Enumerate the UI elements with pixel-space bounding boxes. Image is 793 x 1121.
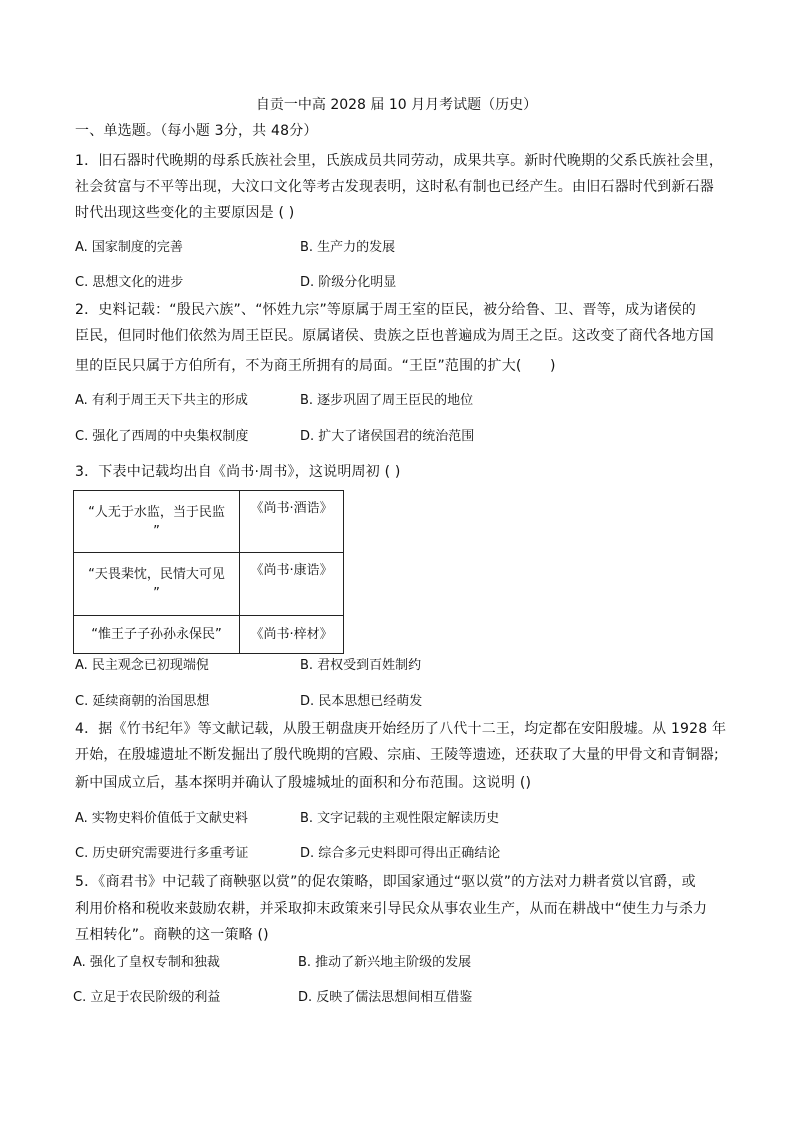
question-1-line-2: 社会贫富与不平等出现，大汶口文化等考古发现表明，这时私有制也已经产生。由旧石器时代到新石器 xyxy=(75,179,714,195)
quote-text: “人无于水监，当于民监 xyxy=(88,504,225,520)
question-2-option-c: C. 强化了西周的中央集权制度 xyxy=(75,429,249,444)
question-3-option-a: A. 民主观念已初现端倪 xyxy=(75,658,209,673)
question-4-option-b: B. 文字记载的主观性限定解读历史 xyxy=(300,811,500,826)
quote-closing-mark: ” xyxy=(153,523,160,539)
question-2-option-b: B. 逐步巩固了周王臣民的地位 xyxy=(300,393,474,408)
question-1-option-c: C. 思想文化的进步 xyxy=(75,275,184,290)
question-3-option-c: C. 延续商朝的治国思想 xyxy=(75,694,210,709)
question-5-option-a: A. 强化了皇权专制和独裁 xyxy=(73,955,220,970)
question-3-line-1: 3．下表中记载均出自《尚书·周书》，这说明周初 ( ) xyxy=(75,464,401,480)
quote-closing-mark: ” xyxy=(153,586,160,601)
table-row xyxy=(74,616,344,654)
question-4-line-3: 新中国成立后，基本探明并确认了殷墟城址的面积和分布范围。这说明 () xyxy=(75,775,532,791)
question-5-line-3: 互相转化”。商鞅的这一策略 () xyxy=(75,927,269,943)
question-2-line-3: 里的臣民只属于方伯所有，不为商王所拥有的局面。“王臣”范围的扩大( ) xyxy=(75,358,556,374)
source-cell: 《尚书·梓材》 xyxy=(240,616,344,654)
quote-text: “惟王子子孙孙永保民” xyxy=(91,627,222,642)
question-2-option-a: A. 有利于周王天下共主的形成 xyxy=(75,393,248,408)
question-4-option-d: D. 综合多元史料即可得出正确结论 xyxy=(300,846,501,861)
question-2-line-1: 2．史料记载：“殷民六族”、“怀姓九宗”等原属于周王室的臣民，被分给鲁、卫、晋等，成为诸侯的 xyxy=(75,302,697,318)
question-1-option-a: A. 国家制度的完善 xyxy=(75,240,183,255)
source-cell: 《尚书·酒诰》 xyxy=(240,491,344,553)
table-row xyxy=(74,491,344,553)
table-row xyxy=(74,553,344,616)
source-cell: 《尚书·康诰》 xyxy=(240,553,344,616)
quote-text: “天畏棐忱，民情大可见 xyxy=(88,567,225,582)
question-4-line-2: 开始，在殷墟遗址不断发掘出了殷代晚期的宫殿、宗庙、王陵等遗迹，还获取了大量的甲骨文和青铜器; xyxy=(75,747,719,763)
question-4-line-1: 4．据《竹书纪年》等文献记载，从殷王朝盘庚开始经历了八代十二王，均定都在安阳殷墟。从 1928 年 xyxy=(75,721,727,737)
question-4-option-a: A. 实物史料价值低于文献史料 xyxy=(75,811,248,826)
source-table xyxy=(73,490,344,654)
question-1-option-b: B. 生产力的发展 xyxy=(300,240,396,255)
question-1-line-3: 时代出现这些变化的主要原因是 ( ) xyxy=(75,205,295,221)
question-5-option-d: D. 反映了儒法思想间相互借鉴 xyxy=(298,990,473,1005)
quote-cell xyxy=(74,553,240,616)
question-5-option-c: C. 立足于农民阶级的利益 xyxy=(73,990,221,1005)
section-heading: 一、单选题。（每小题 3分，共 48分） xyxy=(75,123,318,139)
question-1-option-d: D. 阶级分化明显 xyxy=(300,275,397,290)
question-4-option-c: C. 历史研究需要进行多重考证 xyxy=(75,846,249,861)
question-5-line-1: 5．《商君书》中记载了商鞅驱以赏”的促农策略，即国家通过“驱以赏”的方法对力耕者赏以官爵，或 xyxy=(75,874,696,890)
question-5-line-2: 利用价格和税收来鼓励农耕，并采取抑末政策来引导民众从事农业生产，从而在耕战中“使生力与杀力 xyxy=(75,901,708,917)
quote-cell xyxy=(74,491,240,553)
question-1-line-1: 1．旧石器时代晚期的母系氏族社会里，氏族成员共同劳动，成果共享。新时代晚期的父系氏族社会里， xyxy=(75,153,724,169)
question-3-option-d: D. 民本思想已经萌发 xyxy=(300,694,423,709)
quote-cell xyxy=(74,616,240,654)
exam-title: 自贡一中高 2028 届 10 月月考试题（历史） xyxy=(255,97,538,113)
question-5-option-b: B. 推动了新兴地主阶级的发展 xyxy=(298,955,472,970)
question-2-option-d: D. 扩大了诸侯国君的统治范围 xyxy=(300,429,475,444)
question-2-line-2: 臣民，但同时他们依然为周王臣民。原属诸侯、贵族之臣也普遍成为周王之臣。这改变了商代各地方国 xyxy=(75,328,714,344)
question-3-option-b: B. 君权受到百姓制约 xyxy=(300,658,422,673)
